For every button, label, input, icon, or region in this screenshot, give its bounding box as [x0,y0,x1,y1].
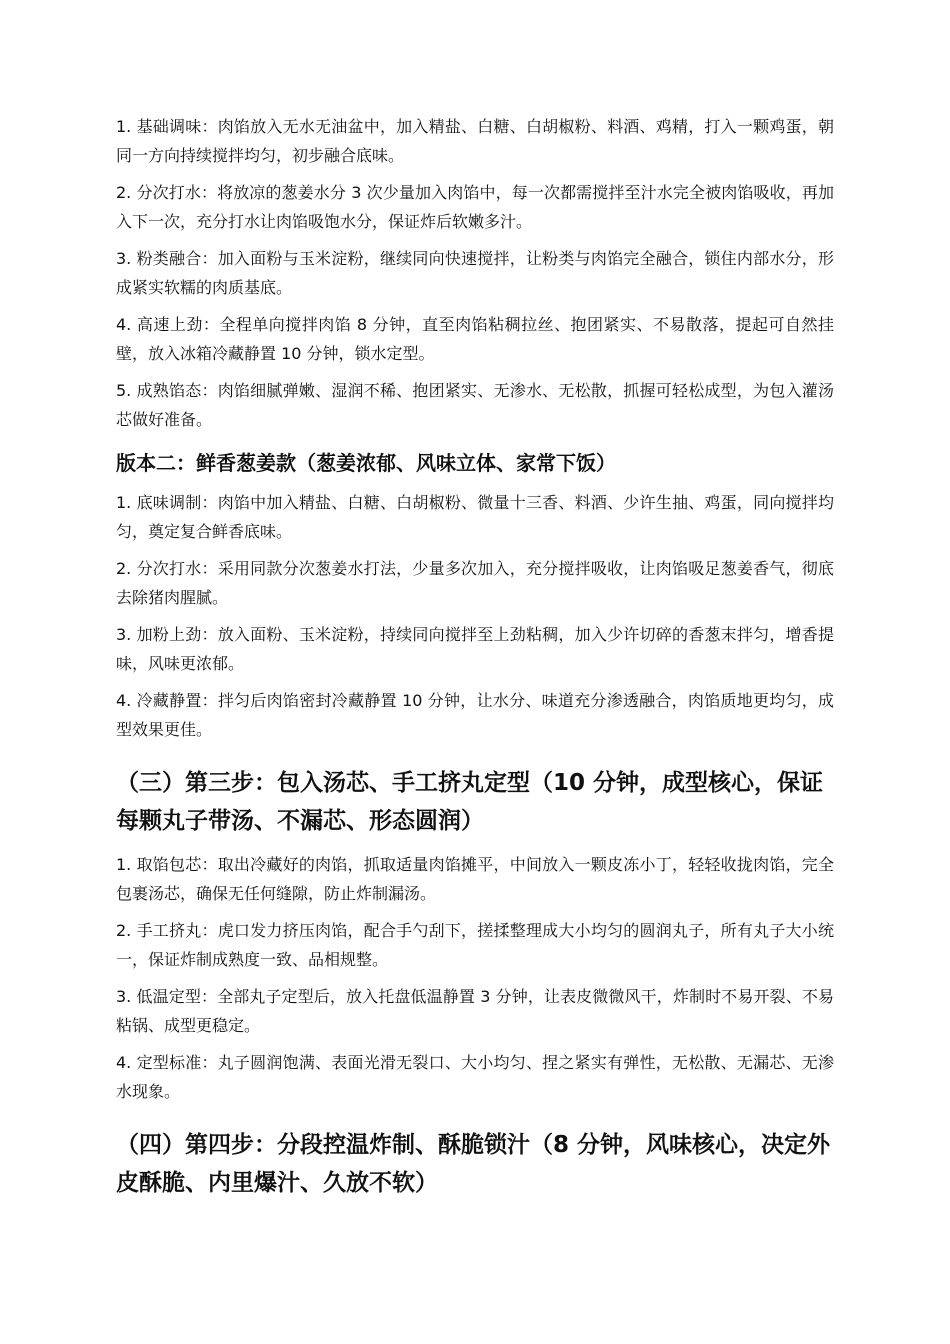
s3-item-4: 4. 定型标准：丸子圆润饱满、表面光滑无裂口、大小均匀、捏之紧实有弹性，无松散、无漏芯、无渗水现象。 [116,1053,834,1101]
s3-item-2: 2. 手工挤丸：虎口发力挤压肉馅，配合手勺刮下，搓揉整理成大小均匀的圆润丸子，所有丸子大小统一，保证炸制成熟度一致、品相规整。 [116,921,834,969]
s3-item-3: 3. 低温定型：全部丸子定型后，放入托盘低温静置 3 分钟，让表皮微微风干，炸制时不易开裂、不易粘锅、成型更稳定。 [116,987,834,1035]
v2-step-3: 3. 加粉上劲：放入面粉、玉米淀粉，持续同向搅拌至上劲粘稠，加入少许切碎的香葱末拌匀，增香提味，风味更浓郁。 [116,625,834,673]
step3-heading: （三）第三步：包入汤芯、手工挤丸定型（10 分钟，成型核心，保证每颗丸子带汤、不漏芯、形态圆润） [116,770,824,834]
step4-heading: （四）第四步：分段控温炸制、酥脆锁汁（8 分钟，风味核心，决定外皮酥脆、内里爆汁、久放不软） [116,1132,831,1196]
v1-step-3: 3. 粉类融合：加入面粉与玉米淀粉，继续同向快速搅拌，让粉类与肉馅完全融合，锁住内部水分，形成紧实软糯的肉质基底。 [116,249,834,297]
document-page [116,112,834,1212]
v2-step-1: 1. 底味调制：肉馅中加入精盐、白糖、白胡椒粉、微量十三香、料酒、少许生抽、鸡蛋，同向搅拌均匀，奠定复合鲜香底味。 [116,493,834,541]
v2-step-2: 2. 分次打水：采用同款分次葱姜水打法，少量多次加入，充分搅拌吸收，让肉馅吸足葱姜香气，彻底去除猪肉腥腻。 [116,559,834,607]
v1-step-4: 4. 高速上劲：全程单向搅拌肉馅 8 分钟，直至肉馅粘稠拉丝、抱团紧实、不易散落，提起可自然挂壁，放入冰箱冷藏静置 10 分钟，锁水定型。 [116,315,834,363]
v1-step-5: 5. 成熟馅态：肉馅细腻弹嫩、湿润不稀、抱团紧实、无渗水、无松散，抓握可轻松成型，为包入灌汤芯做好准备。 [116,381,834,429]
v1-step-1: 1. 基础调味：肉馅放入无水无油盆中，加入精盐、白糖、白胡椒粉、料酒、鸡精，打入一颗鸡蛋，朝同一方向持续搅拌均匀，初步融合底味。 [116,117,834,165]
v2-step-4: 4. 冷藏静置：拌匀后肉馅密封冷藏静置 10 分钟，让水分、味道充分渗透融合，肉馅质地更均匀，成型效果更佳。 [116,691,834,739]
v1-step-2: 2. 分次打水：将放凉的葱姜水分 3 次少量加入肉馅中，每一次都需搅拌至汁水完全被肉馅吸收，再加入下一次，充分打水让肉馅吸饱水分，保证炸后软嫩多汁。 [116,183,834,231]
s3-item-1: 1. 取馅包芯：取出冷藏好的肉馅，抓取适量肉馅摊平，中间放入一颗皮冻小丁，轻轻收拢肉馅，完全包裹汤芯，确保无任何缝隙，防止炸制漏汤。 [116,855,834,903]
version2-heading: 版本二：鲜香葱姜款（葱姜浓郁、风味立体、家常下饭） [116,451,616,475]
